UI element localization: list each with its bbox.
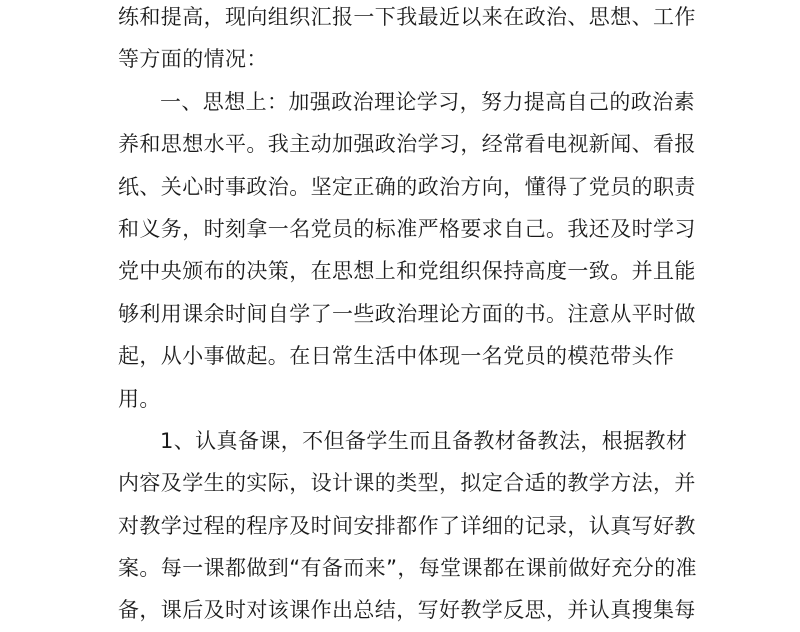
section-heading-line: 一、思想上：加强政治理论学习，努力提高自己的政治素 [160, 89, 695, 114]
text-line: 等方面的情况： [118, 47, 268, 72]
text-line: 备，课后及时对该课作出总结，写好教学反思，并认真搜集每 [118, 598, 696, 623]
text-line: 和义务，时刻拿一名党员的标准严格要求自己。我还及时学习 [118, 216, 696, 241]
text-line: 党中央颁布的决策，在思想上和党组织保持高度一致。并且能 [118, 259, 696, 284]
text-line: 够利用课余时间自学了一些政治理论方面的书。注意从平时做 [118, 301, 696, 326]
text-line: 用。 [118, 386, 161, 411]
text-line: 纸、关心时事政治。坚定正确的政治方向，懂得了党员的职责 [118, 174, 696, 199]
text-line: 起，从小事做起。在日常生活中体现一名党员的模范带头作 [118, 344, 675, 369]
text-line: 案。每一课都做到“有备而来”，每堂课都在课前做好充分的准 [118, 556, 697, 581]
text-line: 对教学过程的程序及时间安排都作了详细的记录，认真写好教 [118, 513, 696, 538]
list-item-line: 1、认真备课，不但备学生而且备教材备教法，根据教材 [160, 428, 688, 453]
text-line: 练和提高，现向组织汇报一下我最近以来在政治、思想、工作 [118, 5, 696, 29]
document-body [118, 0, 698, 632]
text-line: 养和思想水平。我主动加强政治学习，经常看电视新闻、看报 [118, 132, 696, 157]
text-line: 内容及学生的实际，设计课的类型，拟定合适的教学方法，并 [118, 471, 696, 496]
